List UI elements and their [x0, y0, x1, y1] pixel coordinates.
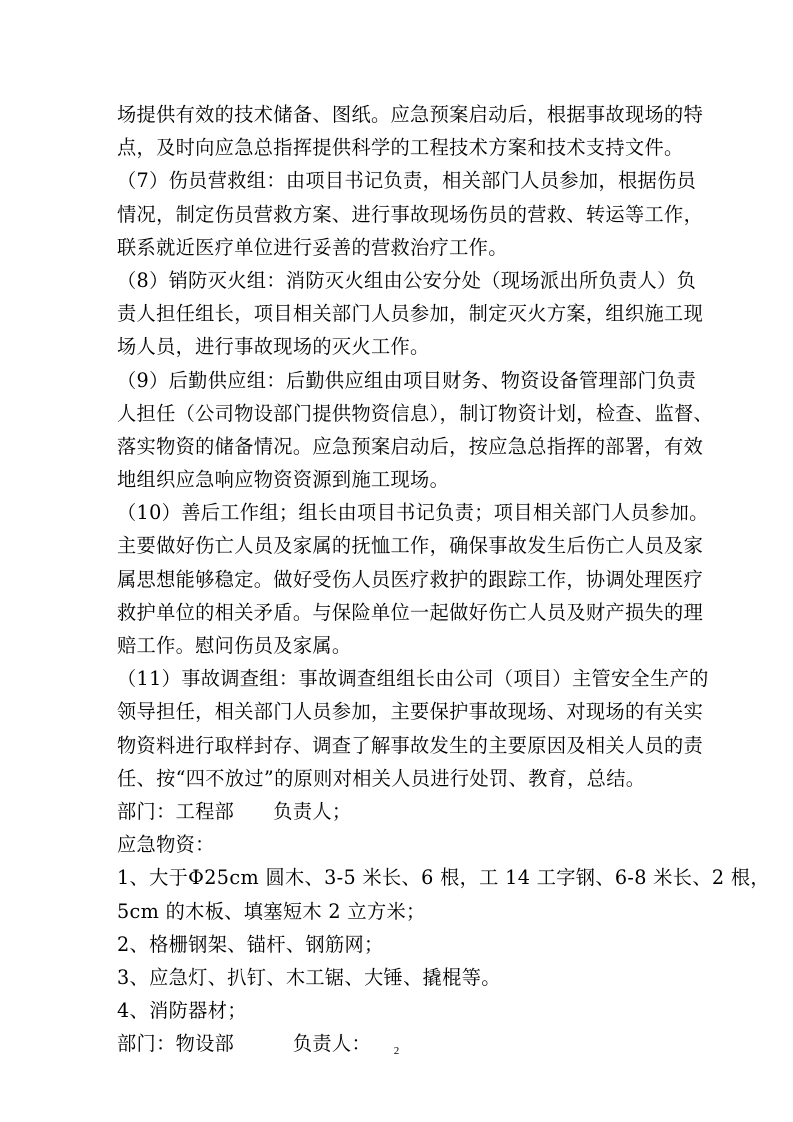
materials-item-2: 2、格栅钢架、锚杆、钢筋网；	[117, 932, 384, 956]
paragraph-line: 场人员，进行事故现场的灭火工作。	[117, 335, 430, 359]
section-10-heading-line: （10）善后工作组；组长由项目书记负责；项目相关部门人员参加。	[117, 501, 709, 525]
paragraph-line: 落实物资的储备情况。应急预案启动后，按应急总指挥的部署，有效	[117, 434, 704, 458]
paragraph-line: 领导担任，相关部门人员参加，主要保护事故现场、对现场的有关实	[117, 700, 704, 724]
materials-item-3: 3、应急灯、扒钉、木工锯、大锤、撬棍等。	[117, 965, 501, 989]
section-9-heading-line: （9）后勤供应组：后勤供应组由项目财务、物资设备管理部门负责	[117, 368, 697, 392]
paragraph-line: 救护单位的相关矛盾。与保险单位一起做好伤亡人员及财产损失的理	[117, 600, 704, 624]
paragraph-line: 地组织应急响应物资资源到施工现场。	[117, 468, 450, 492]
department-line: 部门：物设部 负责人：	[117, 1032, 371, 1056]
page-number: 2	[393, 1045, 400, 1057]
paragraph-line: 属思想能够稳定。做好受伤人员医疗救护的跟踪工作，协调处理医疗	[117, 567, 704, 591]
paragraph-line: 情况，制定伤员营救方案、进行事故现场伤员的营救、转运等工作，	[117, 202, 704, 226]
paragraph-line: 任、按“四不放过”的原则对相关人员进行处罚、教育，总结。	[117, 766, 646, 790]
paragraph-line: 联系就近医疗单位进行妥善的营救治疗工作。	[117, 235, 508, 259]
materials-item-1-cont: 5cm 的木板、填塞短木 2 立方米；	[117, 899, 426, 923]
department-line: 部门：工程部 负责人；	[117, 799, 352, 823]
paragraph-line: 主要做好伤亡人员及家属的抚恤工作，确保事故发生后伤亡人员及家	[117, 534, 704, 558]
materials-item-4: 4、消防器材；	[117, 999, 247, 1023]
materials-item-1: 1、大于Φ25cm 圆木、3-5 米长、6 根，工 14 工字钢、6-8 米长、2 根，	[117, 866, 770, 890]
paragraph-line: 物资料进行取样封存、调查了解事故发生的主要原因及相关人员的责	[117, 733, 704, 757]
paragraph-line: 人担任（公司物设部门提供物资信息），制订物资计划，检查、监督、	[117, 401, 714, 425]
materials-heading: 应急物资：	[117, 833, 215, 857]
paragraph-line: 场提供有效的技术储备、图纸。应急预案启动后，根据事故现场的特	[117, 103, 704, 126]
section-7-heading-line: （7）伤员营救组：由项目书记负责，相关部门人员参加，根据伤员	[117, 169, 697, 193]
document-body	[117, 98, 770, 1060]
paragraph-line: 责人担任组长，项目相关部门人员参加，制定灭火方案，组织施工现	[117, 302, 704, 326]
section-11-heading-line: （11）事故调查组：事故调查组组长由公司（项目）主管安全生产的	[117, 667, 709, 691]
section-8-heading-line: （8）销防灭火组：消防灭火组由公安分处（现场派出所负责人）负	[117, 268, 697, 292]
paragraph-line: 赔工作。慰问伤员及家属。	[117, 634, 352, 657]
paragraph-line: 点，及时向应急总指挥提供科学的工程技术方案和技术支持文件。	[117, 136, 684, 160]
